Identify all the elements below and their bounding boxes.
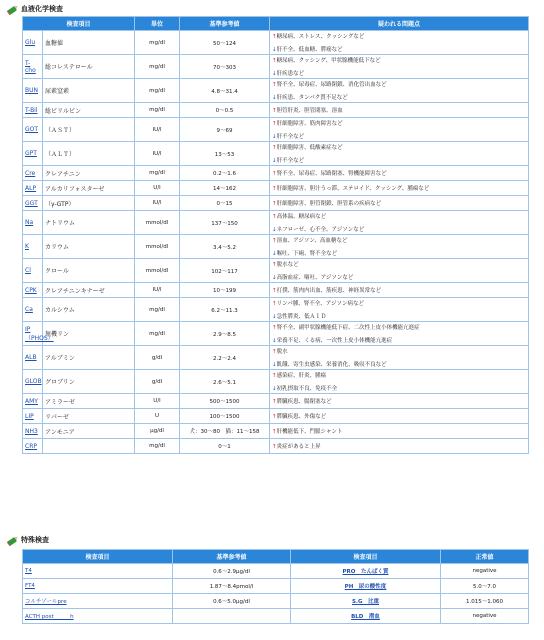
condition-text: 嘔吐、下痢、腎不全など <box>276 251 338 257</box>
special-tests-table <box>22 549 529 624</box>
header-reference-left: 基準参考値 <box>173 550 291 564</box>
condition-low <box>272 336 526 344</box>
special-item-left-link[interactable]: コルチゾールpre <box>25 599 67 605</box>
condition-low <box>272 156 526 164</box>
condition-text: 糖尿病、クッシング、甲状腺機能低下など <box>276 58 381 64</box>
conditions-cell <box>270 346 529 370</box>
condition-text: 脱水など <box>276 262 299 268</box>
test-unit: mg/dl <box>135 298 180 322</box>
arrow-up-icon: ↑ <box>272 201 277 207</box>
header-item-right: 検査項目 <box>291 550 441 564</box>
test-abbr-cell <box>23 211 43 235</box>
pencil-icon <box>8 535 20 545</box>
conditions-cell <box>270 211 529 235</box>
condition-low <box>272 312 526 320</box>
condition-text: 肝機能低下、門脈シャント <box>276 429 343 435</box>
condition-high <box>272 260 526 268</box>
reference-value: 100～1500 <box>180 409 270 424</box>
reference-value: 0.2～1.6 <box>180 166 270 181</box>
table-row <box>23 370 529 394</box>
condition-text: 肝疾患など <box>276 71 305 77</box>
arrow-down-icon: ↓ <box>272 314 277 320</box>
condition-text: 肝細胞障害、筋肉障害など <box>276 121 343 127</box>
reference-value: 9～69 <box>180 118 270 142</box>
special-item-right-link[interactable]: BLD 潜血 <box>351 614 380 620</box>
test-unit: IU/l <box>135 142 180 166</box>
conditions-cell <box>270 181 529 196</box>
condition-text: 腎不全、尿毒症、尿路閉塞、腎機能障害など <box>276 171 387 177</box>
condition-text: 膵臓疾患、外傷など <box>276 414 327 420</box>
arrow-up-icon: ↑ <box>272 214 277 220</box>
test-name: カルシウム <box>43 298 135 322</box>
test-abbr-link[interactable]: T-cho <box>25 59 36 74</box>
header-conditions: 疑われる問題点 <box>270 17 529 31</box>
condition-text: 胆管肝炎、胆管閉塞、溶血 <box>276 108 343 114</box>
condition-high <box>272 184 526 192</box>
table-row <box>23 564 529 579</box>
test-abbr-cell <box>23 142 43 166</box>
test-unit: U/l <box>135 394 180 409</box>
condition-text: 肝細胞障害、胆管閉鎖、胆管系の疾病など <box>276 201 382 207</box>
test-abbr-cell <box>23 370 43 394</box>
condition-text: 肝不全など <box>276 134 305 140</box>
test-unit: mg/dl <box>135 322 180 346</box>
test-name: クレアチニン <box>43 166 135 181</box>
arrow-down-icon: ↓ <box>272 338 277 344</box>
test-name: 無機リン <box>43 322 135 346</box>
test-name: 総ビリルビン <box>43 103 135 118</box>
arrow-up-icon: ↑ <box>272 171 277 177</box>
test-abbr-link[interactable]: T-Bil <box>25 106 38 114</box>
test-name: 総コレステロール <box>43 55 135 79</box>
test-abbr-link[interactable]: ALB <box>25 354 37 361</box>
test-abbr-link[interactable]: IP（PHOS） <box>25 325 54 342</box>
arrow-down-icon: ↓ <box>272 275 277 281</box>
special-item-left <box>23 564 173 579</box>
test-name: （ＡＳＴ） <box>43 118 135 142</box>
conditions-cell <box>270 322 529 346</box>
condition-high <box>272 106 526 114</box>
test-abbr-link[interactable]: GOT <box>25 126 39 133</box>
test-name: ナトリウム <box>43 211 135 235</box>
arrow-down-icon: ↓ <box>272 71 277 77</box>
condition-low <box>272 249 526 257</box>
arrow-down-icon: ↓ <box>272 134 277 140</box>
test-name: クロール <box>43 259 135 283</box>
condition-low <box>272 69 526 77</box>
table-header-row <box>23 17 529 31</box>
arrow-up-icon: ↑ <box>272 262 277 268</box>
condition-low <box>272 273 526 281</box>
conditions-cell <box>270 409 529 424</box>
conditions-cell <box>270 103 529 118</box>
conditions-cell <box>270 259 529 283</box>
table-row <box>23 283 529 298</box>
table-row <box>23 196 529 211</box>
test-abbr-link[interactable]: Ca <box>25 306 33 313</box>
reference-value: 2.9～8.5 <box>180 322 270 346</box>
special-normal-right: negative <box>441 564 529 579</box>
arrow-down-icon: ↓ <box>272 227 277 233</box>
test-abbr-link[interactable]: Cl <box>25 267 31 274</box>
condition-high <box>272 371 526 379</box>
special-normal-right: 5.0～7.0 <box>441 579 529 594</box>
reference-value: 0～15 <box>180 196 270 211</box>
condition-high <box>272 442 526 450</box>
conditions-cell <box>270 31 529 55</box>
test-unit: IU/l <box>135 283 180 298</box>
test-abbr-cell <box>23 409 43 424</box>
conditions-cell <box>270 370 529 394</box>
reference-value: 10～199 <box>180 283 270 298</box>
test-abbr-cell <box>23 235 43 259</box>
section-title-text: 特殊検査 <box>21 536 49 544</box>
arrow-down-icon: ↓ <box>272 47 277 53</box>
condition-text: リンパ腫、腎不全、アジソン病など <box>276 301 365 307</box>
test-abbr-link[interactable]: Glu <box>25 39 36 46</box>
test-abbr-cell <box>23 424 43 439</box>
table-row <box>23 322 529 346</box>
conditions-cell <box>270 298 529 322</box>
test-abbr-cell <box>23 196 43 211</box>
conditions-cell <box>270 118 529 142</box>
special-item-right-link[interactable]: PRO たんぱく質 <box>342 569 389 575</box>
special-item-right-link[interactable]: PH 尿の酸性度 <box>344 584 387 590</box>
arrow-up-icon: ↑ <box>272 82 277 88</box>
blood-chemistry-table <box>22 16 529 454</box>
test-unit: g/dl <box>135 346 180 370</box>
test-unit: g/dl <box>135 370 180 394</box>
reference-value: 犬：30～80 猫：11～158 <box>180 424 270 439</box>
reference-value: 102～117 <box>180 259 270 283</box>
arrow-up-icon: ↑ <box>272 186 277 192</box>
reference-value: 2.6～5.1 <box>180 370 270 394</box>
test-abbr-link[interactable]: Na <box>25 219 34 226</box>
conditions-cell <box>270 283 529 298</box>
test-unit: IU/l <box>135 118 180 142</box>
table-row <box>23 424 529 439</box>
condition-high <box>272 236 526 244</box>
condition-text: ネフローゼ、心不全、アジソンなど <box>276 227 365 233</box>
test-abbr-link[interactable]: K <box>25 243 29 250</box>
table-row <box>23 181 529 196</box>
test-abbr-link[interactable]: LIP <box>25 412 34 420</box>
special-ref-left <box>173 609 291 624</box>
arrow-down-icon: ↓ <box>272 362 277 368</box>
table-row <box>23 259 529 283</box>
condition-text: 脱水 <box>276 349 288 355</box>
header-item: 検査項目 <box>23 17 135 31</box>
test-name: アンモニア <box>43 424 135 439</box>
test-abbr-cell <box>23 322 54 346</box>
condition-low <box>272 225 526 233</box>
special-ref-left: 0.6～2.9μg/dl <box>173 564 291 579</box>
table-row <box>23 55 529 79</box>
test-abbr-link[interactable]: GPT <box>25 150 37 157</box>
special-item-left-link[interactable]: T4 <box>25 568 32 574</box>
condition-low <box>272 384 526 392</box>
test-name: クレアチニンキナーゼ <box>43 283 135 298</box>
arrow-up-icon: ↑ <box>272 373 277 379</box>
special-item-right-link[interactable]: S.G 比重 <box>351 599 380 605</box>
arrow-up-icon: ↑ <box>272 301 277 307</box>
reference-value: 13～53 <box>180 142 270 166</box>
arrow-up-icon: ↑ <box>272 145 277 151</box>
conditions-cell <box>270 196 529 211</box>
test-name: アルブミン <box>43 346 135 370</box>
reference-value: 3.4～5.2 <box>180 235 270 259</box>
arrow-up-icon: ↑ <box>272 325 277 331</box>
arrow-up-icon: ↑ <box>272 429 277 435</box>
test-unit: mg/dl <box>135 79 180 103</box>
test-abbr-cell <box>23 55 43 79</box>
table-row <box>23 298 529 322</box>
test-name: 尿素窒素 <box>43 79 135 103</box>
test-abbr-cell <box>23 259 43 283</box>
condition-text: 腎不全、尿毒症、尿路閉鎖、消化管出血など <box>276 82 387 88</box>
condition-high <box>272 397 526 405</box>
arrow-up-icon: ↑ <box>272 108 277 114</box>
test-unit: U/l <box>135 181 180 196</box>
special-item-right <box>291 594 441 609</box>
arrow-up-icon: ↑ <box>272 288 277 294</box>
condition-text: 栄養不足、くる病、一次性上皮小体機能亢進症 <box>276 338 393 344</box>
arrow-up-icon: ↑ <box>272 34 277 40</box>
reference-value: 14～162 <box>180 181 270 196</box>
condition-text: 感染症、肝炎、腫瘍 <box>276 373 327 379</box>
table-row <box>23 235 529 259</box>
condition-high <box>272 412 526 420</box>
condition-low <box>272 93 526 101</box>
test-abbr-link[interactable]: ALP <box>25 184 37 192</box>
header-item-left: 検査項目 <box>23 550 173 564</box>
test-abbr-link[interactable]: CRP <box>25 442 37 450</box>
reference-value: 70～303 <box>180 55 270 79</box>
header-normal-right: 正常値 <box>441 550 529 564</box>
table-row <box>23 166 529 181</box>
condition-high <box>272 119 526 127</box>
test-abbr-link[interactable]: CPK <box>25 286 37 294</box>
special-item-left-link[interactable]: FT4 <box>25 583 35 589</box>
arrow-up-icon: ↑ <box>272 121 277 127</box>
condition-high <box>272 199 526 207</box>
special-item-right <box>291 579 441 594</box>
conditions-cell <box>270 55 529 79</box>
special-normal-right: 1.015～1.060 <box>441 594 529 609</box>
test-abbr-cell <box>23 346 43 370</box>
test-unit: mmol/dl <box>135 235 180 259</box>
table-row <box>23 394 529 409</box>
condition-text: 溶血、アジソン、高血糖など <box>276 238 348 244</box>
condition-low <box>272 360 526 368</box>
arrow-up-icon: ↑ <box>272 349 277 355</box>
table-row <box>23 211 529 235</box>
condition-high <box>272 427 526 435</box>
header-unit: 単位 <box>135 17 180 31</box>
special-item-right <box>291 609 441 624</box>
test-abbr-cell <box>23 103 43 118</box>
condition-text: 腎不全、副甲状腺機能低下症、二次性上皮小体機能亢進症 <box>276 325 420 331</box>
test-name: カリウム <box>43 235 135 259</box>
test-abbr-cell <box>23 181 43 196</box>
test-name: アミラーゼ <box>43 394 135 409</box>
test-name: （ＡＬＴ） <box>43 142 135 166</box>
header-reference: 基準参考値 <box>180 17 270 31</box>
table-row <box>23 439 529 454</box>
condition-high <box>272 323 526 331</box>
test-unit: mg/dl <box>135 439 180 454</box>
test-unit: mmol/dl <box>135 211 180 235</box>
conditions-cell <box>270 79 529 103</box>
condition-text: 肝細胞障害、低酸素症など <box>276 145 343 151</box>
condition-high <box>272 169 526 177</box>
test-unit: mg/dl <box>135 55 180 79</box>
arrow-up-icon: ↑ <box>272 414 277 420</box>
arrow-up-icon: ↑ <box>272 444 277 450</box>
condition-text: 高体温、糖尿病など <box>276 214 327 220</box>
arrow-up-icon: ↑ <box>272 399 277 405</box>
test-abbr-link[interactable]: AMY <box>25 397 38 405</box>
condition-high <box>272 212 526 220</box>
reference-value: 0～1 <box>180 439 270 454</box>
reference-value: 6.2～11.3 <box>180 298 270 322</box>
test-unit: mg/dl <box>135 103 180 118</box>
table-row <box>23 594 529 609</box>
special-ref-left: 0.6～5.0μg/dl <box>173 594 291 609</box>
table-row <box>23 142 529 166</box>
condition-low <box>272 132 526 140</box>
reference-value: 0～0.5 <box>180 103 270 118</box>
test-name: 血糖値 <box>43 31 135 55</box>
condition-text: 膵臓疾患、腸閉塞など <box>276 399 332 405</box>
test-unit: U <box>135 409 180 424</box>
conditions-cell <box>270 235 529 259</box>
condition-low <box>272 45 526 53</box>
test-abbr-cell <box>23 118 43 142</box>
test-abbr-cell <box>23 283 43 298</box>
section-title-text: 血液化学検査 <box>21 5 63 13</box>
table-row <box>23 346 529 370</box>
section-title-special <box>8 533 49 547</box>
test-abbr-cell <box>23 439 43 454</box>
table-row <box>23 609 529 624</box>
arrow-down-icon: ↓ <box>272 251 277 257</box>
table-row <box>23 118 529 142</box>
table-row <box>23 579 529 594</box>
arrow-down-icon: ↓ <box>272 158 277 164</box>
reference-value: 137～150 <box>180 211 270 235</box>
condition-high <box>272 56 526 64</box>
test-name <box>43 439 135 454</box>
test-abbr-cell <box>23 298 43 322</box>
special-item-left <box>23 594 173 609</box>
arrow-down-icon: ↓ <box>272 95 277 101</box>
test-unit: μg/dl <box>135 424 180 439</box>
arrow-up-icon: ↑ <box>272 58 277 64</box>
reference-value: 50～124 <box>180 31 270 55</box>
condition-high <box>272 286 526 294</box>
test-abbr-link[interactable]: BUN <box>25 87 38 94</box>
section-title-blood-chemistry <box>8 2 63 16</box>
test-unit: mg/dl <box>135 31 180 55</box>
reference-value: 500～1500 <box>180 394 270 409</box>
test-abbr-link[interactable]: GLOB <box>25 378 42 385</box>
reference-value: 4.8～31.4 <box>180 79 270 103</box>
condition-text: 打撲、筋肉内出血、筋疾患、神経異常など <box>276 288 382 294</box>
condition-text: 糖尿病、ストレス、クッシングなど <box>276 34 365 40</box>
condition-high <box>272 80 526 88</box>
condition-text: 肝不全など <box>276 158 305 164</box>
condition-high <box>272 347 526 355</box>
table-row <box>23 31 529 55</box>
table-row <box>23 79 529 103</box>
condition-text: 肝疾患、タンパク質不足など <box>276 95 348 101</box>
test-unit: mmol/dl <box>135 259 180 283</box>
reference-value: 2.2～2.4 <box>180 346 270 370</box>
test-unit: IU/l <box>135 196 180 211</box>
arrow-up-icon: ↑ <box>272 238 277 244</box>
conditions-cell <box>270 394 529 409</box>
special-item-left <box>23 609 173 624</box>
condition-high <box>272 299 526 307</box>
table-header-row <box>23 550 529 564</box>
condition-text: 初乳摂取不良、免疫不全 <box>276 386 338 392</box>
condition-text: 急性膵炎、低ＡＩＤ <box>276 314 327 320</box>
test-abbr-cell <box>23 31 43 55</box>
condition-text: 炎症があると上昇 <box>276 444 321 450</box>
test-abbr-link[interactable]: NH3 <box>25 427 38 435</box>
table-row <box>23 409 529 424</box>
table-row <box>23 103 529 118</box>
conditions-cell <box>270 424 529 439</box>
special-item-left <box>23 579 173 594</box>
special-item-right <box>291 564 441 579</box>
test-unit: mg/dl <box>135 166 180 181</box>
special-normal-right: negative <box>441 609 529 624</box>
conditions-cell <box>270 166 529 181</box>
test-abbr-cell <box>23 166 43 181</box>
test-abbr-cell <box>23 394 43 409</box>
conditions-cell <box>270 142 529 166</box>
conditions-cell <box>270 439 529 454</box>
arrow-down-icon: ↓ <box>272 386 277 392</box>
pencil-icon <box>8 4 20 14</box>
test-abbr-link[interactable]: GGT <box>25 199 38 207</box>
condition-text: 肝細胞障害、胆汁うっ滞、ステロイド、クッシング、腫瘍など <box>276 186 430 192</box>
test-abbr-link[interactable]: Cre <box>25 169 36 177</box>
test-name: アルカリフォスターゼ <box>43 181 135 196</box>
test-abbr-cell <box>23 79 43 103</box>
condition-text: 飢餓、寄生虫感染、栄養消化、吸収不良など <box>276 362 387 368</box>
condition-high <box>272 32 526 40</box>
condition-high <box>272 143 526 151</box>
special-ref-left: 1.87～8.4pmol/l <box>173 579 291 594</box>
special-item-left-link[interactable]: ACTH post h <box>25 614 74 620</box>
test-name: （γ-GTP） <box>43 196 135 211</box>
test-name: グロブリン <box>43 370 135 394</box>
condition-text: 肝不全、低血糖、膵癌など <box>276 47 343 53</box>
condition-text: 高脂血症、嘔吐、アジソンなど <box>276 275 354 281</box>
test-name: リパーゼ <box>43 409 135 424</box>
